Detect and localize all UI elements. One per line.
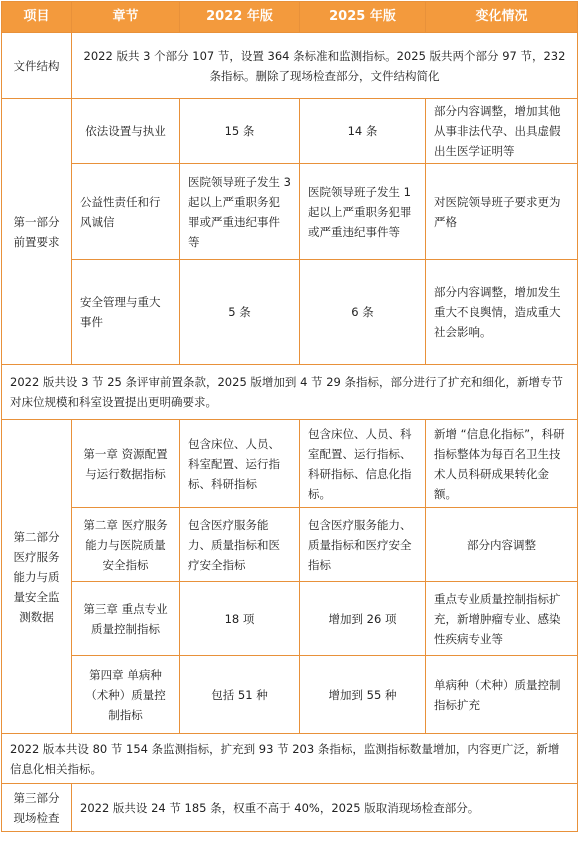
part2-chapter-3: 第三章 重点专业质量控制指标 xyxy=(72,582,180,656)
part2-row-4 xyxy=(2,656,578,734)
part1-summary: 2022 版共设 3 节 25 条评审前置条款，2025 版增加到 4 节 29 条指标，部分进行了扩充和细化，新增专节对床位规模和科室设置提出更明确要求。 xyxy=(2,365,578,420)
part2-row-1 xyxy=(2,420,578,508)
part2-change-2: 部分内容调整 xyxy=(426,508,578,582)
part2-row-3 xyxy=(2,582,578,656)
part1-chapter-3: 安全管理与重大事件 xyxy=(72,260,180,365)
comparison-table xyxy=(1,1,578,832)
part3-label: 第三部分现场检查 xyxy=(2,784,72,832)
part2-change-3: 重点专业质量控制指标扩充，新增肿瘤专业、感染性疾病专业等 xyxy=(426,582,578,656)
part1-2025-2: 医院领导班子发生 1 起以上严重职务犯罪或严重违纪事件等 xyxy=(300,164,426,260)
part2-2025-2: 包含医疗服务能力、质量指标和医疗安全指标 xyxy=(300,508,426,582)
part1-2022-2: 医院领导班子发生 3 起以上严重职务犯罪或严重违纪事件等 xyxy=(180,164,300,260)
part2-chapter-1: 第一章 资源配置与运行数据指标 xyxy=(72,420,180,508)
file-structure-row xyxy=(2,33,578,99)
part1-change-1: 部分内容调整，增加其他从事非法代孕、出具虚假出生医学证明等 xyxy=(426,99,578,164)
part1-label: 第一部分前置要求 xyxy=(2,99,72,365)
part1-change-3: 部分内容调整，增加发生重大不良舆情，造成重大社会影响。 xyxy=(426,260,578,365)
part2-change-4: 单病种（术种）质量控制指标扩充 xyxy=(426,656,578,734)
part2-2025-4: 增加到 55 种 xyxy=(300,656,426,734)
part2-chapter-2: 第二章 医疗服务能力与医院质量安全指标 xyxy=(72,508,180,582)
header-change: 变化情况 xyxy=(426,2,578,33)
part2-change-1: 新增 “信息化指标”，科研指标整体为每百名卫生技术人员科研成果转化金额。 xyxy=(426,420,578,508)
part2-2022-3: 18 项 xyxy=(180,582,300,656)
part1-row-2 xyxy=(2,164,578,260)
part2-2025-1: 包含床位、人员、科室配置、运行指标、科研指标、信息化指标。 xyxy=(300,420,426,508)
part1-2025-3: 6 条 xyxy=(300,260,426,365)
part3-row xyxy=(2,784,578,832)
part1-2022-3: 5 条 xyxy=(180,260,300,365)
part1-row-3 xyxy=(2,260,578,365)
file-structure-label: 文件结构 xyxy=(2,33,72,99)
part1-row-1 xyxy=(2,99,578,164)
part1-change-2: 对医院领导班子要求更为严格 xyxy=(426,164,578,260)
part2-2025-3: 增加到 26 项 xyxy=(300,582,426,656)
part3-text: 2022 版共设 24 节 185 条，权重不高于 40%，2025 版取消现场检查部分。 xyxy=(72,784,578,832)
part1-chapter-2: 公益性责任和行风诚信 xyxy=(72,164,180,260)
header-2022: 2022 年版 xyxy=(180,2,300,33)
header-chapter: 章节 xyxy=(72,2,180,33)
part1-chapter-1: 依法设置与执业 xyxy=(72,99,180,164)
header-item: 项目 xyxy=(2,2,72,33)
part2-row-2 xyxy=(2,508,578,582)
part1-2025-1: 14 条 xyxy=(300,99,426,164)
part1-summary-row xyxy=(2,365,578,420)
part2-2022-4: 包括 51 种 xyxy=(180,656,300,734)
part2-chapter-4: 第四章 单病种（术种）质量控制指标 xyxy=(72,656,180,734)
part2-2022-1: 包含床位、人员、科室配置、运行指标、科研指标 xyxy=(180,420,300,508)
header-2025: 2025 年版 xyxy=(300,2,426,33)
part2-summary: 2022 版本共设 80 节 154 条监测指标，扩充到 93 节 203 条指标，监测指标数量增加，内容更广泛，新增信息化相关指标。 xyxy=(2,734,578,784)
header-row xyxy=(2,2,578,33)
part2-label: 第二部分医疗服务能力与质量安全监测数据 xyxy=(2,420,72,734)
file-structure-text: 2022 版共 3 个部分 107 节，设置 364 条标准和监测指标。2025 版共两个部分 97 节，232 条指标。删除了现场检查部分，文件结构简化 xyxy=(72,33,578,99)
part1-2022-1: 15 条 xyxy=(180,99,300,164)
part2-2022-2: 包含医疗服务能力、质量指标和医疗安全指标 xyxy=(180,508,300,582)
part2-summary-row xyxy=(2,734,578,784)
